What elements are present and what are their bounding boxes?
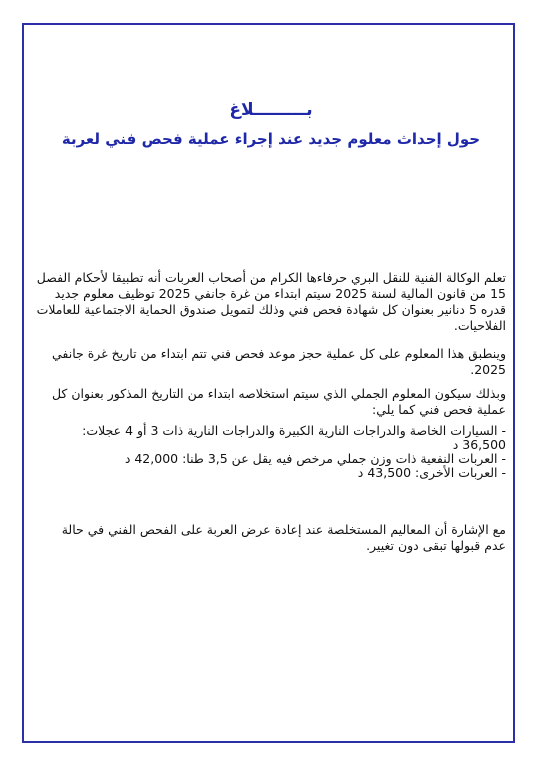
fee-item-label: - العربات الأخرى: [415, 465, 506, 480]
fee-item-label: - العربات النفعية ذات وزن جملي مرخص فيه يقل عن 3,5 طنا: [182, 451, 506, 466]
notice-content [36, 100, 506, 554]
notice-subtitle: حول إحداث معلوم جديد عند إجراء عملية فحص فني لعربة [61, 130, 481, 148]
paragraph-note: مع الإشارة أن المعاليم المستخلصة عند إعادة عرض العربة على الفحص الفني في حالة عدم قبولها تبقى دون تغيير. [61, 522, 506, 553]
paragraph-scope: وينطبق هذا المعلوم على كل عملية حجز موعد فحص فني تتم ابتداء من تاريخ غرة جانفي 2025. [52, 346, 506, 377]
fee-item [36, 424, 506, 452]
fee-item-amount: 43,500 د [357, 465, 412, 480]
fee-item [36, 466, 506, 480]
paragraph-total: وبذلك سيكون المعلوم الجملي الذي سيتم استخلاصه ابتداء من التاريخ المذكور بعنوان كل عملية فحص فني كما يلي: [51, 386, 506, 417]
notice-title: بـــــــــلاغ [229, 100, 313, 120]
fee-item-label: - السيارات الخاصة والدراجات النارية الكبيرة والدراجات النارية ذات 3 أو 4 عجلات: [82, 423, 506, 438]
fee-item-amount: 42,000 د [124, 451, 179, 466]
fee-item [36, 452, 506, 466]
fee-list [36, 424, 506, 480]
paragraph-intro: تعلم الوكالة الفنية للنقل البري حرفاءها الكرام من أصحاب العربات أنه تطبيقا لأحكام الفصل 15 من قانون المالية لسنة 2025 سيتم ابتداء من غرة جانفي 2025 توظيف معلوم جديد قدره 5 دنانير بعنوان كل شهادة فحص فني وذلك لتمويل صندوق الحماية الاجتماعية للعاملات الفلاحيات. [36, 270, 506, 333]
fee-item-amount: 36,500 د [452, 437, 506, 452]
